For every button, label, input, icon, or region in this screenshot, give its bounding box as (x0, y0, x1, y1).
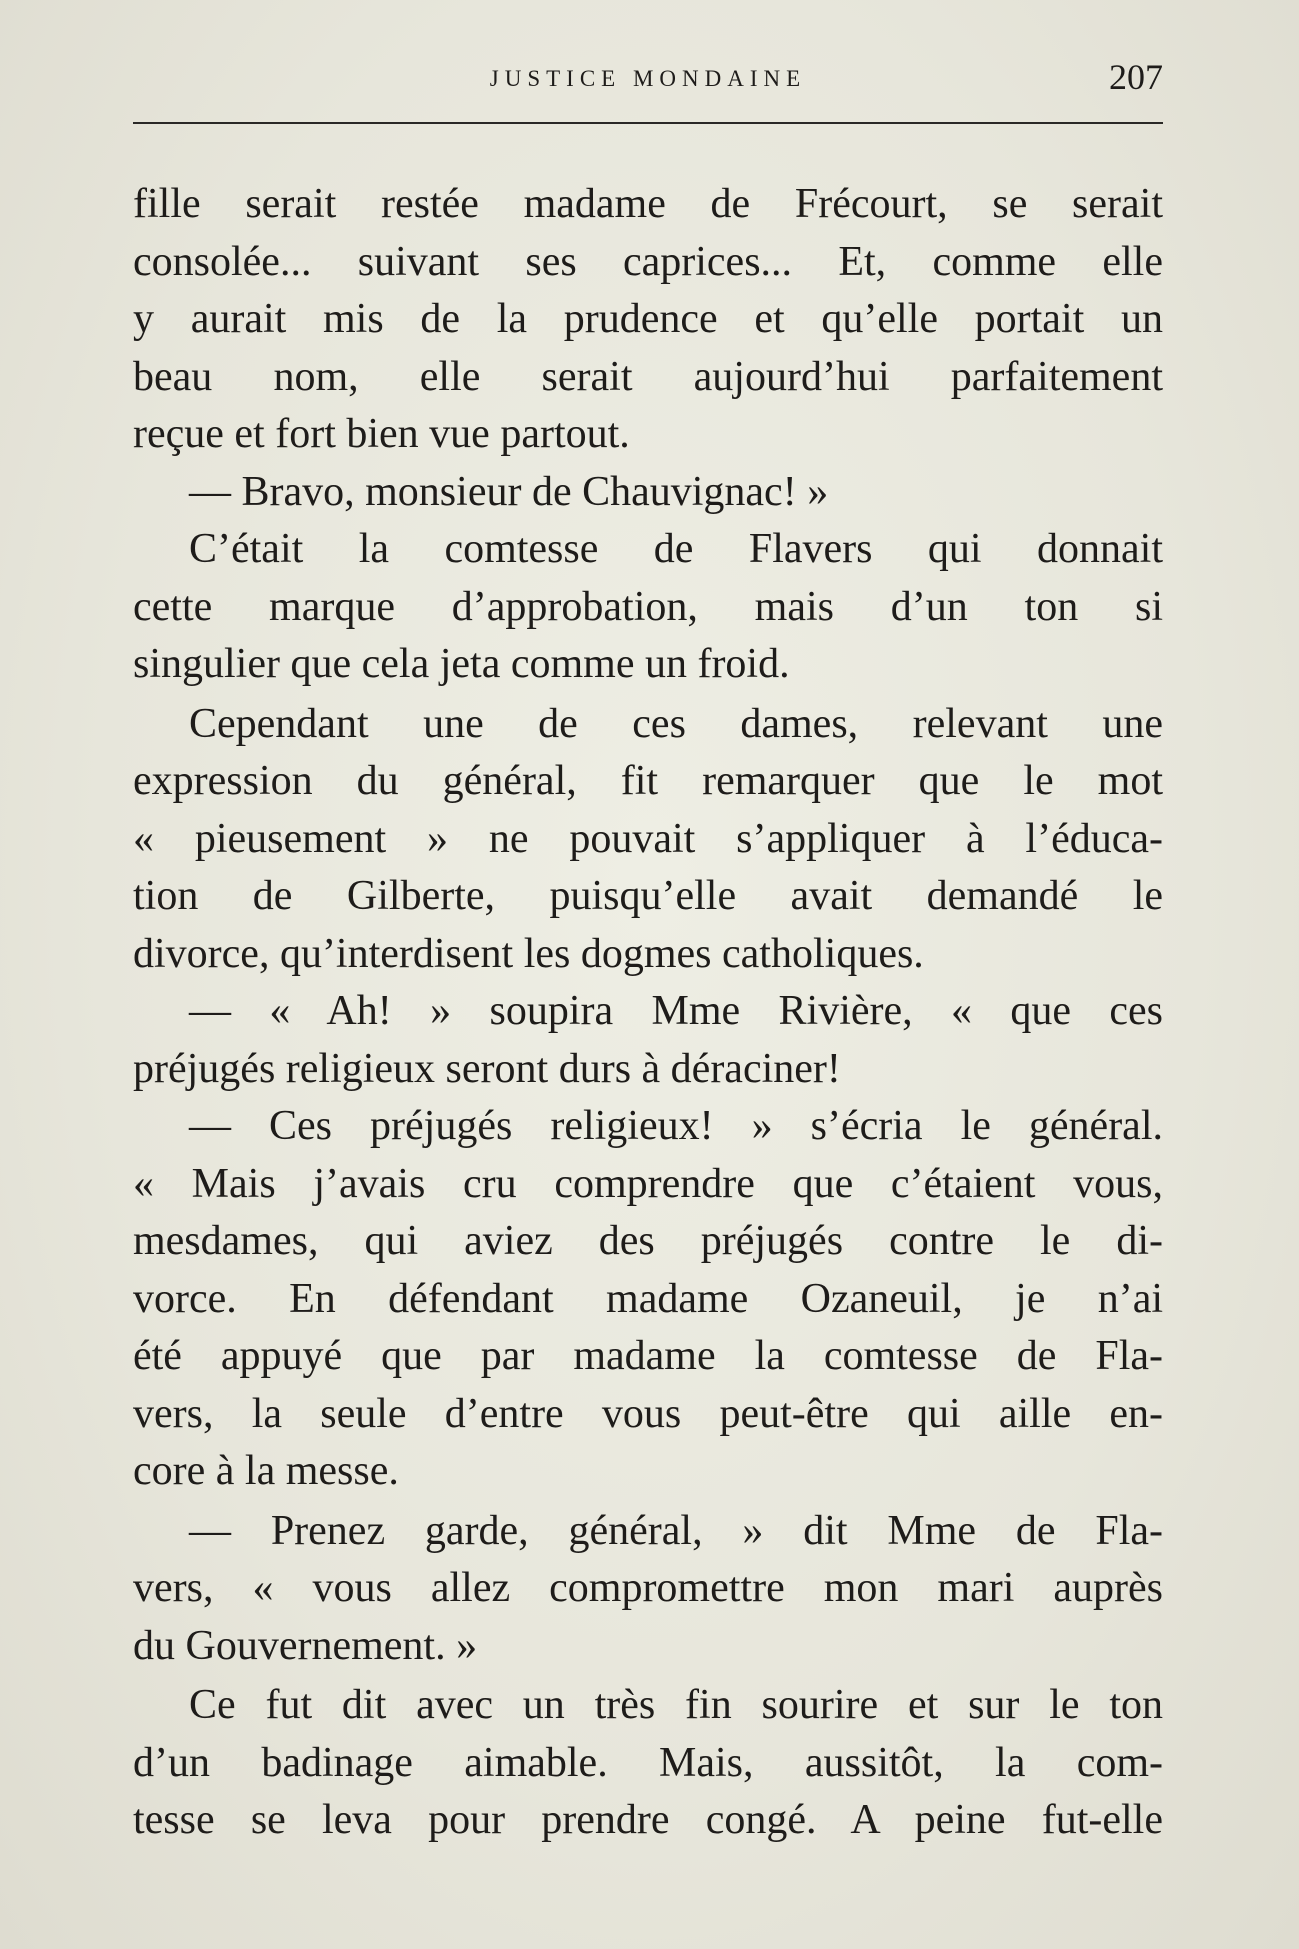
text-line: cette marque d’approbation, mais d’un ton si (133, 583, 1163, 630)
page-header (133, 56, 1163, 106)
text-line: été appuyé que par madame la comtesse de Fla- (133, 1333, 1163, 1379)
text-line: — Prenez garde, général, » dit Mme de Fla- (189, 1507, 1163, 1554)
text-line: — Ces préjugés religieux! » s’écria le général. (189, 1103, 1163, 1149)
text-line: reçue et fort bien vue partout. (133, 411, 630, 457)
text-line: singulier que cela jeta comme un froid. (133, 641, 790, 687)
text-line: expression du général, fit remarquer que le mot (133, 758, 1163, 804)
text-line: vers, la seule d’entre vous peut-être qui aille en- (133, 1390, 1163, 1437)
text-line: mesdames, qui aviez des préjugés contre le di- (133, 1218, 1163, 1264)
text-line: beau nom, elle serait aujourd’hui parfaitement (133, 353, 1163, 400)
text-line: vers, « vous allez compromettre mon mari auprès (133, 1565, 1163, 1611)
text-line: « Mais j’avais cru comprendre que c’étaient vous, (133, 1160, 1163, 1207)
text-line: tion de Gilberte, puisqu’elle avait demandé le (133, 873, 1163, 919)
page-number: 207 (1109, 57, 1163, 97)
body-text (133, 176, 1163, 1850)
text-line: Cependant une de ces dames, relevant une (189, 700, 1163, 747)
text-line: y aurait mis de la prudence et qu’elle portait un (133, 296, 1163, 342)
text-line: core à la messe. (133, 1448, 399, 1494)
text-line: — « Ah! » soupira Mme Rivière, « que ces (189, 988, 1163, 1034)
text-line: d’un badinage aimable. Mais, aussitôt, la com- (133, 1739, 1163, 1786)
text-line: vorce. En défendant madame Ozaneuil, je n’ai (133, 1275, 1163, 1322)
text-line: tesse se leva pour prendre congé. A peine fut-elle (133, 1797, 1163, 1843)
text-line: divorce, qu’interdisent les dogmes catholiques. (133, 930, 924, 977)
text-line: C’était la comtesse de Flavers qui donnait (189, 526, 1163, 572)
text-line: du Gouvernement. » (133, 1622, 478, 1669)
text-line: « pieusement » ne pouvait s’appliquer à l’éduca- (133, 815, 1163, 862)
text-line: consolée... suivant ses caprices... Et, comme elle (133, 238, 1163, 285)
text-line: fille serait restée madame de Frécourt, se serait (133, 181, 1163, 227)
running-title: JUSTICE MONDAINE (489, 66, 807, 91)
text-line: — Bravo, monsieur de Chauvignac! » (189, 468, 829, 515)
text-line: préjugés religieux seront durs à déraciner! (133, 1045, 841, 1092)
text-line: Ce fut dit avec un très fin sourire et sur le ton (189, 1682, 1163, 1728)
header-rule (133, 122, 1163, 124)
